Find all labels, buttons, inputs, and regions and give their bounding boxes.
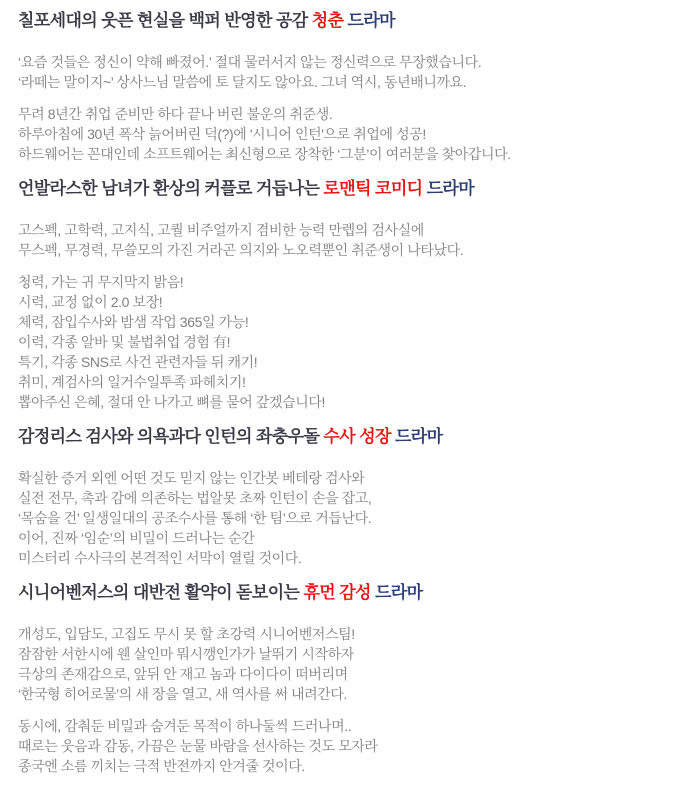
synopsis-paragraph [18, 716, 672, 776]
heading-genre-highlight: 로맨틱 코미디 [323, 179, 423, 198]
paragraph-line: ‘목숨을 건’ 일생일대의 공조수사를 통해 ‘한 팀’으로 거듭난다. [18, 510, 372, 526]
paragraph-line: ‘라떼는 말이지~’ 상사느님 말씀에 토 달지도 않아요. 그녀 역시, 동년배니까요. [18, 74, 467, 90]
paragraph-line: ‘요즘 것들은 정신이 약해 빠졌어.’ 절대 물러서지 않는 정신력으로 무장했습니다. [18, 54, 482, 70]
section-heading [18, 10, 672, 31]
paragraph-line: 고스펙, 고학력, 고지식, 고퀄 비주얼까지 겸비한 능력 만렙의 검사실에 [18, 222, 424, 238]
paragraph-line: 무려 8년간 취업 준비만 하다 끝나 버린 불운의 취준생. [18, 106, 333, 122]
paragraph-line: 하드웨어는 꼰대인데 소프트웨어는 최신형으로 장착한 ‘그분’이 여러분을 찾아갑니다. [18, 146, 511, 162]
synopsis-paragraph [18, 220, 672, 260]
paragraph-line: 하루아침에 30년 폭삭 늙어버린 덕(?)에 '시니어 인턴'으로 취업에 성공! [18, 126, 426, 142]
paragraph-line: 때로는 웃음과 감동, 가끔은 눈물 바람을 선사하는 것도 모자라 [18, 738, 378, 754]
paragraph-line: 확실한 증거 외엔 어떤 것도 믿지 않는 인간봇 베테랑 검사와 [18, 470, 365, 486]
heading-genre-highlight: 청춘 [311, 11, 344, 30]
heading-drama-label: 드라마 [422, 179, 475, 198]
section-heading [18, 426, 672, 447]
paragraph-line: 잠잠한 서한시에 웬 살인마 뭐시깽인가가 날뛰기 시작하자 [18, 646, 354, 662]
paragraph-line: 취미, 계검사의 일거수일투족 파헤치기! [18, 374, 246, 390]
section-heading [18, 582, 672, 603]
synopsis-paragraph [18, 272, 672, 412]
paragraph-line: ‘한국형 히어로물’의 새 장을 열고, 새 역사를 써 내려간다. [18, 686, 348, 702]
paragraph-line: 이어, 진짜 ‘임순’의 비밀이 드러나는 순간 [18, 530, 255, 546]
synopsis-section [18, 178, 672, 412]
paragraph-line: 시력, 교정 없이 2.0 보장! [18, 294, 163, 310]
heading-genre-highlight: 수사 성장 [323, 427, 391, 446]
synopsis-section [18, 582, 672, 776]
heading-drama-label: 드라마 [370, 583, 423, 602]
synopsis-section [18, 426, 672, 568]
heading-genre-highlight: 휴먼 감성 [303, 583, 371, 602]
paragraph-line: 체력, 잠입수사와 밤샘 작업 365일 가능! [18, 314, 249, 330]
heading-text: 칠포세대의 웃픈 현실을 백퍼 반영한 공감 [18, 11, 312, 30]
synopsis-paragraph [18, 468, 672, 568]
synopsis-paragraph [18, 104, 672, 164]
paragraph-line: 동시에, 감춰둔 비밀과 숨겨둔 목적이 하나둘씩 드러나며.. [18, 718, 352, 734]
section-heading [18, 178, 672, 199]
paragraph-line: 개성도, 입담도, 고집도 무시 못 할 초강력 시니어벤저스팀! [18, 626, 355, 642]
synopsis-paragraph [18, 52, 672, 92]
paragraph-line: 미스터리 수사극의 본격적인 서막이 열릴 것이다. [18, 550, 302, 566]
paragraph-line: 청력, 가는 귀 무지막지 밝음! [18, 274, 184, 290]
heading-drama-label: 드라마 [343, 11, 395, 30]
paragraph-line: 특기, 각종 SNS로 사건 관련자들 뒤 캐기! [18, 354, 258, 370]
heading-drama-label: 드라마 [390, 427, 443, 446]
heading-text: 시니어벤저스의 대반전 활약이 돋보이는 [18, 583, 304, 602]
synopsis-paragraph [18, 624, 672, 704]
synopsis-section [18, 10, 672, 164]
paragraph-line: 무스펙, 무경력, 무쓸모의 가진 거라곤 의지와 노오력뿐인 취준생이 나타났다. [18, 242, 464, 258]
heading-text: 언발라스한 남녀가 환상의 커플로 거듭나는 [18, 179, 324, 198]
paragraph-line: 이력, 각종 알바 및 불법취업 경험 有! [18, 334, 231, 350]
paragraph-line: 종국엔 소름 끼치는 극적 반전까지 안겨줄 것이다. [18, 758, 305, 774]
paragraph-line: 극상의 존재감으로, 앞뒤 안 재고 놈과 다이다이 떠버리며 [18, 666, 348, 682]
paragraph-line: 실전 전무, 촉과 감에 의존하는 법알못 초짜 인턴이 손을 잡고, [18, 490, 372, 506]
paragraph-line: 뽑아주신 은혜, 절대 안 나가고 뼈를 묻어 갚겠습니다! [18, 394, 326, 410]
heading-text: 감정리스 검사와 의욕과다 인턴의 좌충우돌 [18, 427, 324, 446]
